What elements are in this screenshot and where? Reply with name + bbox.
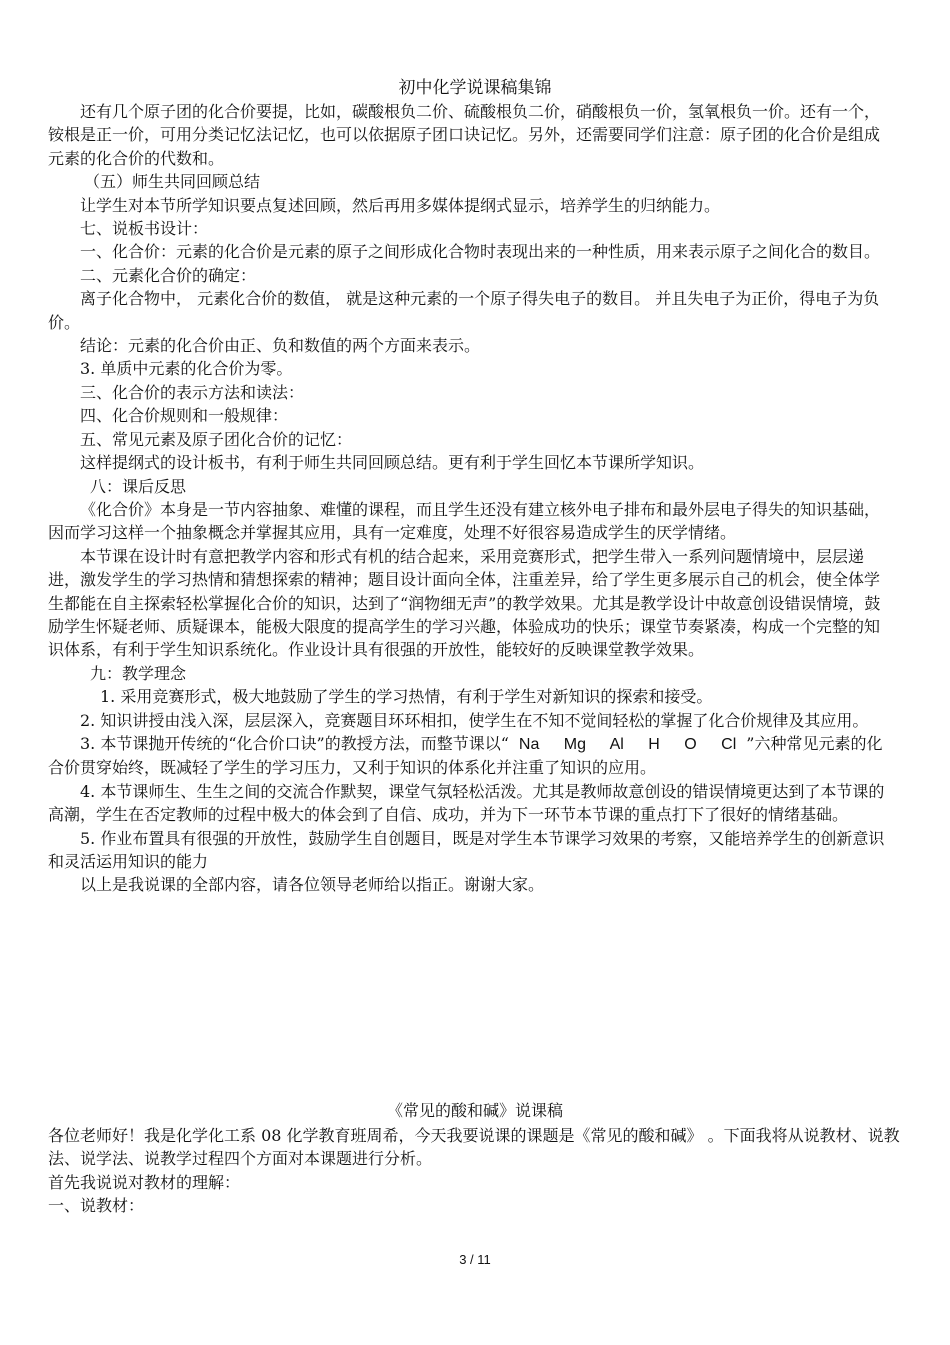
section-heading: 八：课后反思 xyxy=(90,476,187,496)
paragraph: 《化合价》本身是一节内容抽象、难懂的课程，而且学生还没有建立核外电子排布和最外层电子得失的知识基础，因而学习这样一个抽象概念并掌握其应用，具有一定难度，处理不好很容易造成学生的厌学情绪。 xyxy=(48,499,881,543)
list-item: 4. 本节课师生、生生之间的交流合作默契，课堂气氛轻松活泼。尤其是教师故意创设的错误情境更达到了本节课的高潮，学生在否定教师的过程中极大的体会到了自信、成功，并为下一环节本节课的重点打下了很好的情绪基础。 xyxy=(48,781,885,825)
paragraph: 四、化合价规则和一般规律： xyxy=(80,406,289,426)
paragraph: 3. 单质中元素的化合价为零。 xyxy=(80,359,293,379)
list-item: 2. 知识讲授由浅入深，层层深入，竞赛题目环环相扣，使学生在不知不觉间轻松的掌握了化合价规律及其应用。 xyxy=(80,710,869,730)
paragraph: 首先我说说对教材的理解： xyxy=(48,1172,241,1192)
paragraph: 这样提纲式的设计板书，有利于师生共同回顾总结。更有利于学生回忆本节课所学知识。 xyxy=(80,453,705,473)
paragraph: 还有几个原子团的化合价要提，比如，碳酸根负二价、硫酸根负二价，硝酸根负一价，氢氧根负一价。还有一个，铵根是正一价，可用分类记忆法记忆，也可以依据原子团口诀记忆。另外，还需要同学们注意：原子团的化合价是组成元素的化合价的代数和。 xyxy=(48,102,881,168)
paragraph: 一、化合价：元素的化合价是元素的原子之间形成化合物时表现出来的一种性质，用来表示原子之间化合的数目。 xyxy=(80,242,881,262)
section-heading: 九：教学理念 xyxy=(90,663,187,683)
page-number: 3 / 11 xyxy=(459,1252,491,1267)
document-title: 初中化学说课稿集锦 xyxy=(398,78,552,98)
section-heading: 七、说板书设计： xyxy=(80,219,209,239)
paragraph: 三、化合价的表示方法和读法： xyxy=(80,382,305,402)
section-heading: （五）师生共同回顾总结 xyxy=(84,172,261,192)
section-body xyxy=(48,1124,903,1218)
paragraph: 结论：元素的化合价由正、负和数值的两个方面来表示。 xyxy=(80,336,481,356)
list-item-text: ”六种常见元素的化合价贯穿始终，既减轻了学生的学习压力，又利于知识的体系化并注重了知识的应用。 xyxy=(48,733,883,778)
section-title: 《常见的酸和碱》说课稿 xyxy=(386,1101,563,1120)
paragraph: 一、说教材： xyxy=(48,1196,145,1216)
list-item: 5. 作业布置具有很强的开放性，鼓励学生自创题目，既是对学生本节课学习效果的考察，又能培养学生的创新意识和灵活运用知识的能力 xyxy=(48,828,885,871)
list-item xyxy=(48,732,894,780)
paragraph: 让学生对本节所学知识要点复述回顾，然后再用多媒体提纲式显示，培养学生的归纳能力。 xyxy=(80,195,721,215)
paragraph: 以上是我说课的全部内容，请各位领导老师给以指正。谢谢大家。 xyxy=(80,875,545,895)
paragraph: 五、常见元素及原子团化合价的记忆： xyxy=(80,429,353,449)
list-item: 1. 采用竞赛形式，极大地鼓励了学生的学习热情，有利于学生对新知识的探索和接受。 xyxy=(100,687,713,707)
paragraph: 各位老师好！我是化学化工系 08 化学教育班周希，今天我要说课的课题是《常见的酸和碱》 。下面我将从说教材、说教法、说学法、说教学过程四个方面对本课题进行分析。 xyxy=(48,1126,900,1169)
list-item-text: 3. 本节课抛开传统的“化合价口诀”的教授方法，而整节课以“ xyxy=(80,733,509,753)
document-body xyxy=(48,100,894,897)
paragraph: 本节课在设计时有意把教学内容和形式有机的结合起来，采用竞赛形式，把学生带入一系列问题情境中，层层递进，激发学生的学习热情和猜想探索的精神；题目设计面向全体，注重差异，给了学生更多展示自己的机会，使全体学生都能在自主探索轻松掌握化合价的知识，达到了“润物细无声”的教学效果。尤其是教学设计中故意创设错误情境，鼓励学生怀疑老师、质疑课本，能极大限度的提高学生的学习兴趣，体验成功的快乐；课堂节奏紧凑，构成一个完整的知识体系，有利于学生知识系统化。作业设计具有很强的开放性，能较好的反映课堂教学效果。 xyxy=(48,546,881,660)
paragraph: 离子化合物中， 元素化合价的数值， 就是这种元素的一个原子得失电子的数目。 并且失电子为正价，得电子为负价。 xyxy=(48,289,880,332)
paragraph: 二、元素化合价的确定： xyxy=(80,265,257,285)
element-symbols: Na Mg Al H O Cl xyxy=(518,735,737,753)
